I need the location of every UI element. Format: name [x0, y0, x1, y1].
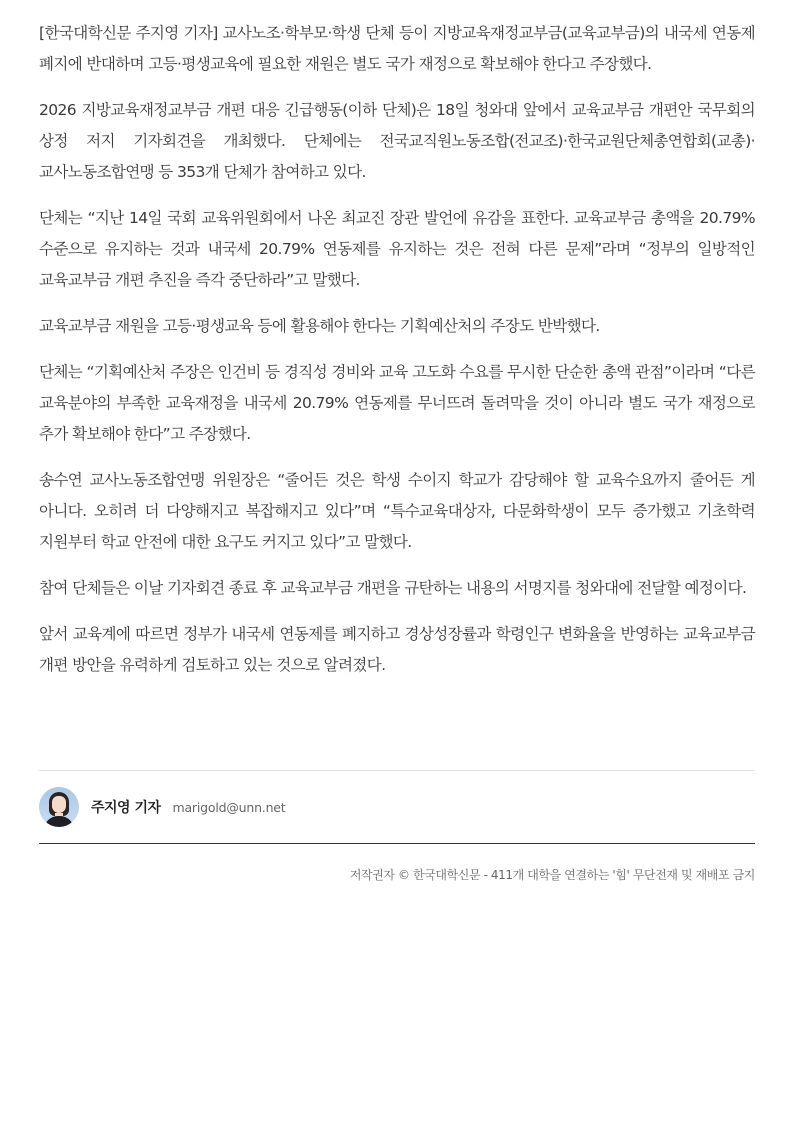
reporter-avatar[interactable] [39, 787, 79, 827]
article-paragraph: 참여 단체들은 이날 기자회견 종료 후 교육교부금 개편을 규탄하는 내용의 서명지를 청와대에 전달할 예정이다. [39, 579, 747, 597]
byline-divider [39, 770, 755, 771]
reporter-name[interactable]: 주지영 기자 [91, 800, 161, 816]
article-paragraph: 송수연 교사노동조합연맹 위원장은 “줄어든 것은 학생 수이지 학교가 감당해야 할 교육수요까지 줄어든 게 아니다. 오히려 더 다양해지고 복잡해지고 있다”며 “특수교육대상자, 다문화학생이 모두 증가했고 기초학력 지원부터 학교 안전에 대한 요구도 커지고 있다”고 말했다. [39, 471, 755, 551]
footer-divider [39, 843, 755, 844]
article-body [39, 18, 755, 696]
byline [39, 787, 286, 827]
article-paragraph: 2026 지방교육재정교부금 개편 대응 긴급행동(이하 단체)은 18일 청와대 앞에서 교육교부금 개편안 국무회의 상정 저지 기자회견을 개최했다. 단체에는 전국교직원노동조합(전교조)·한국교원단체총연합회(교총)·교사노동조합연맹 등 353개 단체가 참여하고 있다. [39, 101, 755, 181]
article-paragraph: 단체는 “지난 14일 국회 교육위원회에서 나온 최교진 장관 발언에 유감을 표한다. 교육교부금 총액을 20.79% 수준으로 유지하는 것과 내국세 20.79% 연동제를 유지하는 것은 전혀 다른 문제”라며 “정부의 일방적인 교육교부금 개편 추진을 즉각 중단하라”고 말했다. [39, 209, 755, 289]
reporter-email[interactable]: marigold@unn.net [172, 799, 286, 815]
article-paragraph: 교육교부금 재원을 고등·평생교육 등에 활용해야 한다는 기획예산처의 주장도 반박했다. [39, 317, 600, 335]
avatar-face [52, 796, 66, 813]
avatar-body [44, 816, 74, 827]
article-paragraph: 단체는 “기획예산처 주장은 인건비 등 경직성 경비와 교육 고도화 수요를 무시한 단순한 총액 관점”이라며 “다른 교육분야의 부족한 교육재정을 내국세 20.79% 연동제를 무너뜨려 돌려막을 것이 아니라 별도 국가 재정으로 추가 확보해야 한다”고 주장했다. [39, 363, 755, 443]
copyright-notice: 저작권자 © 한국대학신문 - 411개 대학을 연결하는 '힘' 무단전재 및 재배포 금지 [349, 868, 755, 882]
article-paragraph: 앞서 교육계에 따르면 정부가 내국세 연동제를 폐지하고 경상성장률과 학령인구 변화율을 반영하는 교육교부금 개편 방안을 유력하게 검토하고 있는 것으로 알려졌다. [39, 625, 755, 674]
article-paragraph: [한국대학신문 주지영 기자] 교사노조·학부모·학생 단체 등이 지방교육재정교부금(교육교부금)의 내국세 연동제 폐지에 반대하며 고등·평생교육에 필요한 재원은 별도 국가 재정으로 확보해야 한다고 주장했다. [39, 24, 755, 73]
